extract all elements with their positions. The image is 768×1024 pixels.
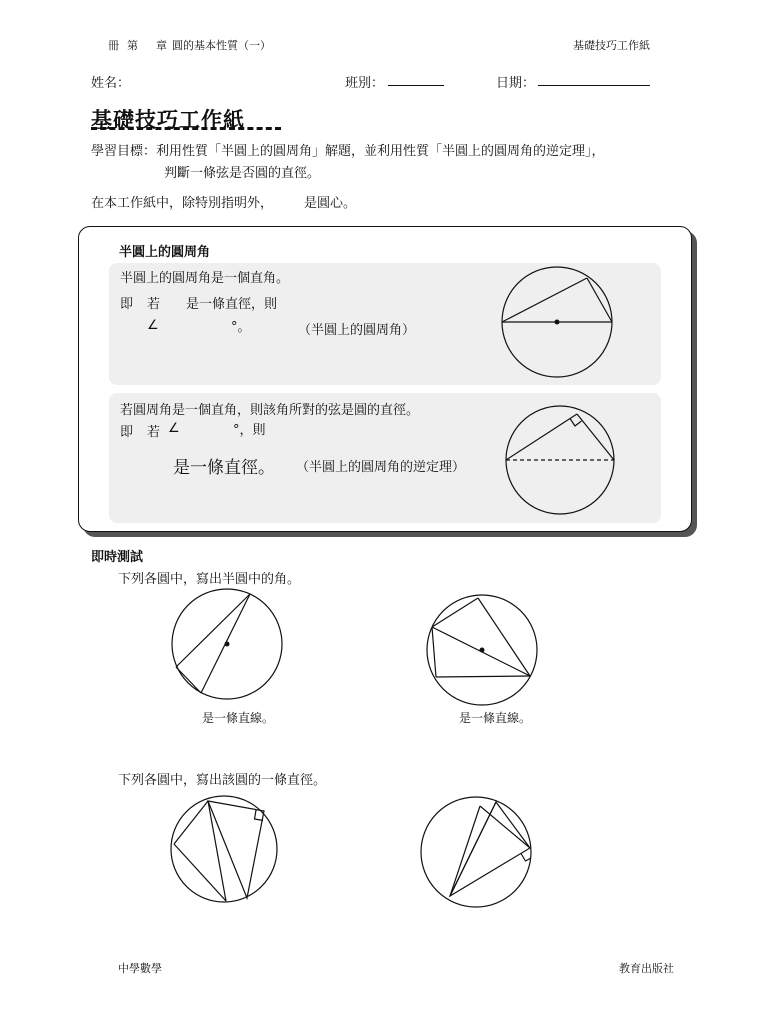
q1-circle-a — [170, 592, 284, 696]
q1a-centre-dot — [225, 642, 230, 647]
p2-chord-left — [506, 414, 577, 460]
practice-q2: 下列各圓中，寫出該圓的一條直徑。 — [118, 773, 327, 788]
p2-circle-diagram — [505, 409, 617, 517]
p1-reason: （半圓上的圓周角） — [298, 323, 416, 338]
p2-angle-symbol: ∠ — [168, 421, 180, 436]
note-after: 是圓心。 — [304, 196, 357, 211]
header-right-title: 基礎技巧工作紙 — [573, 39, 650, 52]
theorem-panel-2 — [109, 393, 661, 523]
p2-ji: 即 — [120, 425, 134, 440]
q2a-circle — [171, 796, 277, 902]
q1b-centre-dot — [480, 648, 485, 653]
theorem-heading: 半圓上的圓周角 — [119, 245, 211, 260]
p1-statement: 半圓上的圓周角是一個直角。 — [120, 271, 290, 286]
class-label: 班別： — [345, 76, 385, 91]
p2-right-angle-mark — [570, 419, 582, 427]
q1b-chord-3 — [432, 627, 436, 677]
name-label: 姓名： — [91, 76, 131, 91]
p2-ruo: 若 — [147, 425, 161, 440]
date-label: 日期： — [496, 76, 536, 91]
q1b-caption: 是一條直線。 — [459, 711, 532, 725]
header-topic: 圓的基本性質（一） — [172, 39, 271, 52]
class-field[interactable] — [388, 72, 444, 86]
objective-line2: 判斷一條弦是否圓的直徑。 — [164, 166, 321, 181]
p1-circle-diagram — [501, 269, 621, 381]
date-field[interactable] — [538, 72, 650, 86]
p1-ruo: 若 — [147, 297, 161, 312]
q1a-chord-1 — [176, 594, 250, 667]
q1a-chord-2 — [176, 667, 201, 693]
p2-conclusion: 是一條直徑。 — [173, 458, 275, 478]
theorem-panel-1 — [109, 263, 661, 385]
header-book: 冊 — [108, 39, 119, 52]
q1-circle-b — [426, 596, 538, 704]
p1-chord-right — [587, 278, 612, 322]
footer-left: 中學數學 — [118, 962, 162, 975]
q2b-chord-3 — [480, 806, 530, 848]
note-before: 在本工作紙中，除特別指明外， — [91, 196, 274, 211]
practice-heading: 即時測試 — [91, 550, 144, 565]
objective-line1: 學習目標：利用性質「半圓上的圓周角」解題，並利用性質「半圓上的圓周角的逆定理」， — [91, 144, 605, 159]
q1b-chord-4 — [436, 676, 530, 677]
p1-degree: °。 — [231, 320, 251, 335]
footer-right: 教育出版社 — [619, 962, 674, 975]
p1-chord-left — [502, 278, 587, 322]
p1-diameter-text: 是一條直徑，則 — [186, 297, 278, 312]
q1a-caption: 是一條直線。 — [202, 711, 275, 725]
q2a-chord-2 — [174, 844, 226, 901]
q2-circle-a — [170, 796, 278, 902]
p1-angle-symbol: ∠ — [147, 318, 159, 333]
q2b-circle — [421, 797, 531, 907]
q1b-chord-2 — [478, 598, 530, 676]
q2b-chord-2 — [450, 806, 480, 896]
p1-centre-dot — [555, 320, 560, 325]
practice-q1: 下列各圓中，寫出半圓中的角。 — [118, 572, 301, 587]
p2-statement: 若圓周角是一個直角，則該角所對的弦是圓的直徑。 — [120, 403, 420, 418]
p2-reason: （半圓上的圓周角的逆定理） — [296, 460, 466, 475]
header-chapter: 章 — [156, 39, 167, 52]
p1-ji: 即 — [120, 297, 134, 312]
header-part: 第 — [127, 39, 138, 52]
title-dashed-underline — [91, 127, 281, 130]
q2-circle-b — [420, 800, 532, 904]
theorem-card — [78, 226, 692, 532]
q2b-right-angle-mark — [521, 854, 531, 862]
q2a-chord-3 — [208, 801, 226, 901]
p2-degree: °，則 — [233, 423, 266, 438]
worksheet-title: 基礎技巧工作紙 — [91, 108, 245, 132]
